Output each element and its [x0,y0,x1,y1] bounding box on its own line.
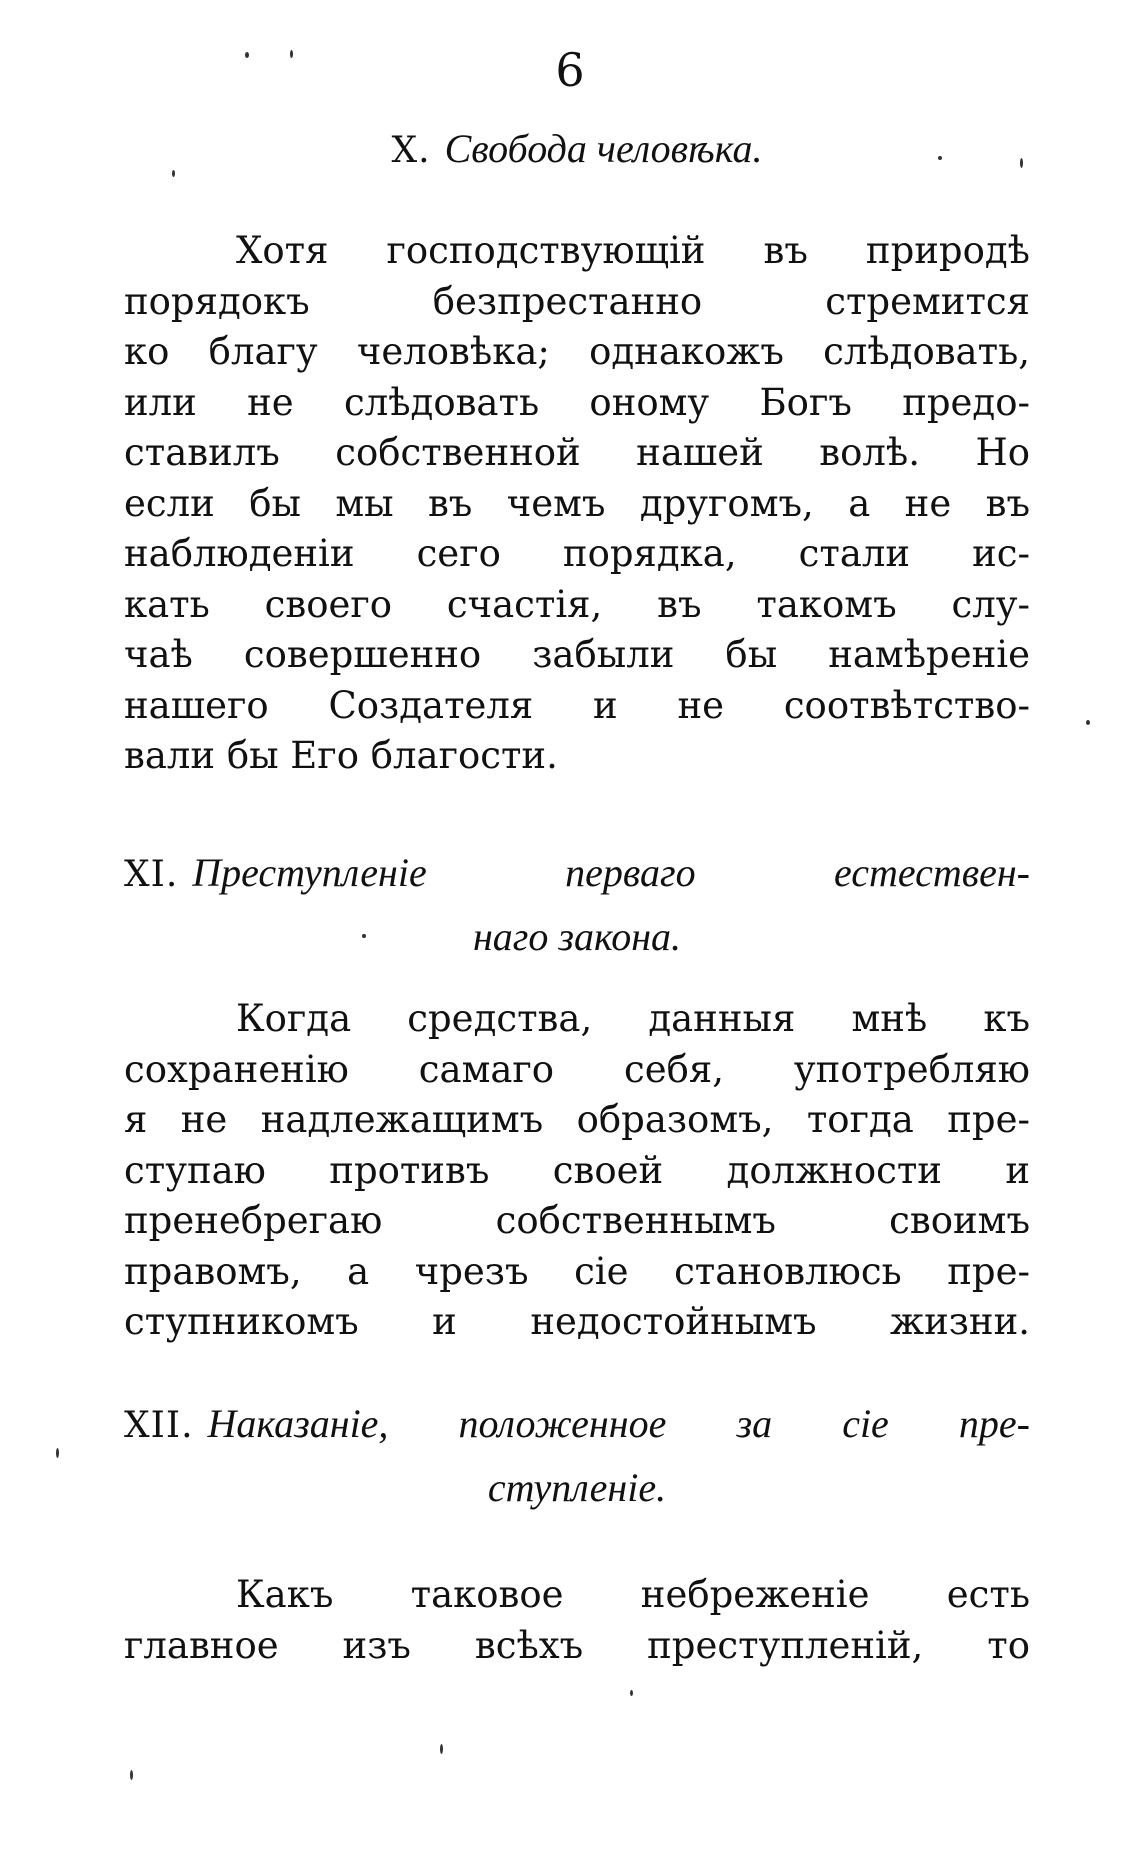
paragraph-line: нашего Создателя и не соотвѣтство- [124,683,1030,727]
paragraph-line: Когда средства, данныя мнѣ къ [236,997,1030,1040]
section-xi [124,842,1030,970]
print-speck [938,156,942,160]
page-number: 6 [555,43,585,97]
section-xii-number: XII. [124,1405,194,1446]
print-speck [362,934,366,938]
paragraph-line: наблюденіи сего порядка, стали ис- [124,532,1030,575]
section-xii-heading [124,1393,1030,1521]
paragraph-line: главное изъ всѣхъ преступленій, то [124,1623,1030,1667]
paragraph-line: ступаю противъ своей должности и [124,1148,1030,1192]
print-speck [440,1744,443,1754]
paragraph-line: Какъ таковое небреженіе есть [236,1573,1030,1616]
section-x-title: Свобода человѣка. [444,126,763,171]
paragraph-line: если бы мы въ чемъ другомъ, а не въ [124,481,1030,525]
paragraph-line: ступникомъ и недостойнымъ жизни. [124,1300,1030,1343]
paragraph-line: или не слѣдовать оному Богъ предо- [124,380,1030,424]
section-xii-title-line-2: ступленіе. [487,1465,667,1510]
section-xi-title-line-2: наго закона. [472,914,682,959]
paragraph-line: я не надлежащимъ образомъ, тогда пре- [124,1098,1030,1141]
section-xi-body [124,994,1030,1348]
paragraph-line: вали бы Его благости. [124,734,558,777]
print-speck [1020,158,1023,168]
paragraph-line: Хотя господствующій въ природѣ [236,229,1030,272]
section-x-heading [124,118,1030,182]
print-speck [172,170,175,177]
section-xi-title-line-1: Преступленіе перваго естествен- [192,850,1030,895]
paragraph-line: кать своего счастія, въ такомъ слу- [124,582,1030,626]
section-xi-number: XI. [124,854,179,895]
print-speck [130,1770,133,1780]
paragraph-line: правомъ, а чрезъ сіе становлюсь пре- [124,1249,1030,1293]
section-x-number: X. [391,130,431,171]
paragraph-line: чаѣ совершенно забыли бы намѣреніе [124,633,1030,676]
section-xii-body [124,1570,1030,1671]
print-speck [290,50,293,58]
section-xii-paragraph [124,1570,1030,1671]
print-speck [245,52,249,58]
section-xii-title-line-1: Наказаніе, положенное за сіе пре- [207,1401,1030,1446]
paragraph-line: сохраненію самаго себя, употребляю [124,1047,1030,1091]
print-speck [1086,720,1090,725]
section-x-body [124,226,1030,782]
paragraph-line: ставилъ собственной нашей волѣ. Но [124,431,1030,474]
paragraph-line: порядокъ безпрестанно стремится [124,279,1030,323]
print-speck [630,1690,633,1696]
print-speck [56,1448,59,1458]
section-xi-heading [124,842,1030,970]
paragraph-line: ко благу человѣка; однакожъ слѣдовать, [124,330,1030,373]
paragraph-line: пренебрегаю собственнымъ своимъ [124,1199,1030,1242]
section-x [124,118,1030,182]
section-x-paragraph [124,226,1030,782]
section-xii [124,1393,1030,1521]
section-xi-paragraph [124,994,1030,1348]
